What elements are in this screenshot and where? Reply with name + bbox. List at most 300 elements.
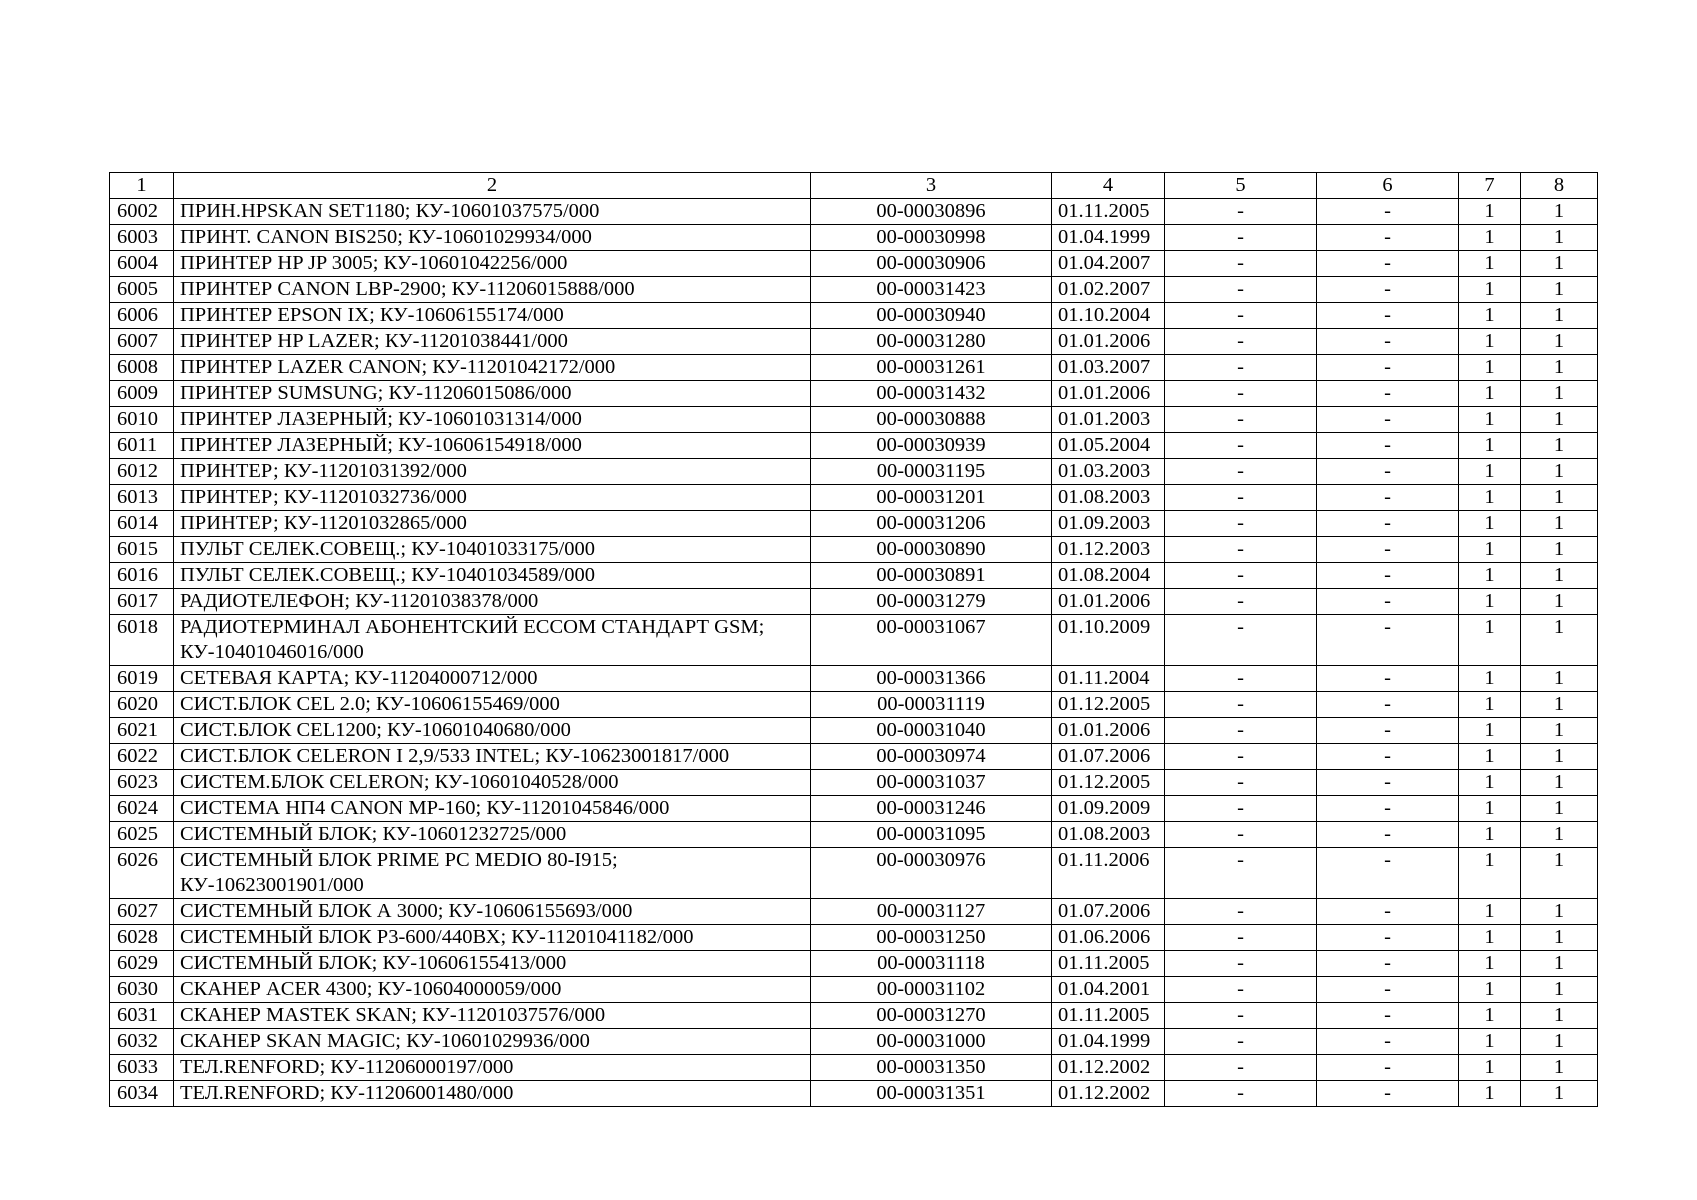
table-row <box>110 666 1598 692</box>
col8-value-cell: 1 <box>1521 329 1598 355</box>
col7-value-cell: 1 <box>1459 199 1521 225</box>
col7-value-cell: 1 <box>1459 770 1521 796</box>
inventory-number-cell: 00-00031261 <box>811 355 1052 381</box>
table-body <box>110 173 1598 1107</box>
row-number-cell: 6019 <box>110 666 174 692</box>
header-cell-8: 8 <box>1521 173 1598 199</box>
item-name-cell: ПРИНТЕР ЛАЗЕРНЫЙ; КУ-10606154918/000 <box>174 433 811 459</box>
col8-value-cell: 1 <box>1521 1081 1598 1107</box>
inventory-number-cell: 00-00030976 <box>811 848 1052 899</box>
col8-value-cell: 1 <box>1521 1055 1598 1081</box>
row-number-cell: 6025 <box>110 822 174 848</box>
item-name-cell: СИСТ.БЛОК CEL 2.0; КУ-10606155469/000 <box>174 692 811 718</box>
inventory-number-cell: 00-00030998 <box>811 225 1052 251</box>
col5-value-cell: - <box>1165 1081 1317 1107</box>
col6-value-cell: - <box>1317 355 1459 381</box>
item-name-cell: ПРИН.HPSKAN SET1180; КУ-10601037575/000 <box>174 199 811 225</box>
row-number-cell: 6005 <box>110 277 174 303</box>
header-cell-5: 5 <box>1165 173 1317 199</box>
col6-value-cell: - <box>1317 1003 1459 1029</box>
col7-value-cell: 1 <box>1459 822 1521 848</box>
table-row <box>110 277 1598 303</box>
col5-value-cell: - <box>1165 796 1317 822</box>
inventory-number-cell: 00-00031102 <box>811 977 1052 1003</box>
col5-value-cell: - <box>1165 1003 1317 1029</box>
row-number-cell: 6031 <box>110 1003 174 1029</box>
col5-value-cell: - <box>1165 977 1317 1003</box>
col6-value-cell: - <box>1317 563 1459 589</box>
col5-value-cell: - <box>1165 329 1317 355</box>
col5-value-cell: - <box>1165 1055 1317 1081</box>
table-row <box>110 925 1598 951</box>
item-name-cell: ПРИНТЕР EPSON IX; КУ-10606155174/000 <box>174 303 811 329</box>
table-row <box>110 692 1598 718</box>
date-cell: 01.12.2005 <box>1052 770 1165 796</box>
date-cell: 01.12.2003 <box>1052 537 1165 563</box>
inventory-number-cell: 00-00031195 <box>811 459 1052 485</box>
col6-value-cell: - <box>1317 951 1459 977</box>
date-cell: 01.03.2003 <box>1052 459 1165 485</box>
col7-value-cell: 1 <box>1459 225 1521 251</box>
row-number-cell: 6026 <box>110 848 174 899</box>
date-cell: 01.01.2006 <box>1052 718 1165 744</box>
row-number-cell: 6004 <box>110 251 174 277</box>
row-number-cell: 6023 <box>110 770 174 796</box>
col6-value-cell: - <box>1317 692 1459 718</box>
item-name-cell: ПРИНТЕР LAZER CANON; КУ-11201042172/000 <box>174 355 811 381</box>
date-cell: 01.04.2007 <box>1052 251 1165 277</box>
col5-value-cell: - <box>1165 485 1317 511</box>
date-cell: 01.09.2009 <box>1052 796 1165 822</box>
table-row <box>110 381 1598 407</box>
col6-value-cell: - <box>1317 199 1459 225</box>
header-cell-7: 7 <box>1459 173 1521 199</box>
table-row <box>110 1081 1598 1107</box>
row-number-cell: 6030 <box>110 977 174 1003</box>
col8-value-cell: 1 <box>1521 381 1598 407</box>
inventory-number-cell: 00-00031127 <box>811 899 1052 925</box>
date-cell: 01.04.2001 <box>1052 977 1165 1003</box>
col8-value-cell: 1 <box>1521 563 1598 589</box>
table-row <box>110 615 1598 666</box>
item-name-cell: СИСТЕМНЫЙ БЛОК; КУ-10606155413/000 <box>174 951 811 977</box>
row-number-cell: 6016 <box>110 563 174 589</box>
date-cell: 01.01.2006 <box>1052 381 1165 407</box>
col6-value-cell: - <box>1317 459 1459 485</box>
inventory-number-cell: 00-00031201 <box>811 485 1052 511</box>
col7-value-cell: 1 <box>1459 1081 1521 1107</box>
col8-value-cell: 1 <box>1521 407 1598 433</box>
row-number-cell: 6014 <box>110 511 174 537</box>
table-row <box>110 951 1598 977</box>
date-cell: 01.08.2003 <box>1052 485 1165 511</box>
col5-value-cell: - <box>1165 381 1317 407</box>
col7-value-cell: 1 <box>1459 277 1521 303</box>
col8-value-cell: 1 <box>1521 692 1598 718</box>
row-number-cell: 6033 <box>110 1055 174 1081</box>
col8-value-cell: 1 <box>1521 433 1598 459</box>
col7-value-cell: 1 <box>1459 692 1521 718</box>
col7-value-cell: 1 <box>1459 485 1521 511</box>
date-cell: 01.11.2004 <box>1052 666 1165 692</box>
col5-value-cell: - <box>1165 899 1317 925</box>
col5-value-cell: - <box>1165 692 1317 718</box>
col5-value-cell: - <box>1165 251 1317 277</box>
item-name-cell: ПУЛЬТ СЕЛЕК.СОВЕЩ.; КУ-10401034589/000 <box>174 563 811 589</box>
row-number-cell: 6011 <box>110 433 174 459</box>
inventory-number-cell: 00-00031040 <box>811 718 1052 744</box>
row-number-cell: 6003 <box>110 225 174 251</box>
inventory-number-cell: 00-00031206 <box>811 511 1052 537</box>
col5-value-cell: - <box>1165 615 1317 666</box>
table-row <box>110 433 1598 459</box>
date-cell: 01.03.2007 <box>1052 355 1165 381</box>
col6-value-cell: - <box>1317 744 1459 770</box>
row-number-cell: 6013 <box>110 485 174 511</box>
col8-value-cell: 1 <box>1521 459 1598 485</box>
date-cell: 01.07.2006 <box>1052 899 1165 925</box>
table-row <box>110 770 1598 796</box>
table-row <box>110 563 1598 589</box>
header-cell-1: 1 <box>110 173 174 199</box>
col6-value-cell: - <box>1317 303 1459 329</box>
item-name-cell: СИСТЕМА НП4 CANON MP-160; КУ-11201045846/000 <box>174 796 811 822</box>
date-cell: 01.11.2005 <box>1052 199 1165 225</box>
col6-value-cell: - <box>1317 485 1459 511</box>
date-cell: 01.11.2005 <box>1052 1003 1165 1029</box>
table-row <box>110 1029 1598 1055</box>
col8-value-cell: 1 <box>1521 1003 1598 1029</box>
table-row <box>110 251 1598 277</box>
date-cell: 01.11.2005 <box>1052 951 1165 977</box>
table-row <box>110 329 1598 355</box>
col5-value-cell: - <box>1165 511 1317 537</box>
col8-value-cell: 1 <box>1521 848 1598 899</box>
col6-value-cell: - <box>1317 848 1459 899</box>
date-cell: 01.07.2006 <box>1052 744 1165 770</box>
table-row <box>110 225 1598 251</box>
table-row <box>110 355 1598 381</box>
col5-value-cell: - <box>1165 951 1317 977</box>
col8-value-cell: 1 <box>1521 796 1598 822</box>
item-name-cell: СИСТЕМ.БЛОК CELERON; КУ-10601040528/000 <box>174 770 811 796</box>
inventory-number-cell: 00-00031095 <box>811 822 1052 848</box>
col7-value-cell: 1 <box>1459 329 1521 355</box>
inventory-number-cell: 00-00031351 <box>811 1081 1052 1107</box>
col8-value-cell: 1 <box>1521 951 1598 977</box>
col8-value-cell: 1 <box>1521 822 1598 848</box>
inventory-number-cell: 00-00031037 <box>811 770 1052 796</box>
col6-value-cell: - <box>1317 277 1459 303</box>
col7-value-cell: 1 <box>1459 615 1521 666</box>
col6-value-cell: - <box>1317 899 1459 925</box>
item-name-cell: ПРИНТЕР HP JP 3005; КУ-10601042256/000 <box>174 251 811 277</box>
table-row <box>110 1055 1598 1081</box>
col8-value-cell: 1 <box>1521 615 1598 666</box>
row-number-cell: 6029 <box>110 951 174 977</box>
item-name-cell: ТЕЛ.RENFORD; КУ-11206001480/000 <box>174 1081 811 1107</box>
item-name-cell: ПРИНТ. CANON BIS250; КУ-10601029934/000 <box>174 225 811 251</box>
table-row <box>110 407 1598 433</box>
table-row <box>110 977 1598 1003</box>
col8-value-cell: 1 <box>1521 977 1598 1003</box>
col5-value-cell: - <box>1165 1029 1317 1055</box>
row-number-cell: 6024 <box>110 796 174 822</box>
item-name-cell: ПРИНТЕР; КУ-11201031392/000 <box>174 459 811 485</box>
inventory-number-cell: 00-00031067 <box>811 615 1052 666</box>
col7-value-cell: 1 <box>1459 433 1521 459</box>
col8-value-cell: 1 <box>1521 225 1598 251</box>
col6-value-cell: - <box>1317 666 1459 692</box>
row-number-cell: 6006 <box>110 303 174 329</box>
row-number-cell: 6012 <box>110 459 174 485</box>
table-row <box>110 744 1598 770</box>
date-cell: 01.08.2003 <box>1052 822 1165 848</box>
item-name-cell: ПРИНТЕР CANON LBP-2900; КУ-11206015888/000 <box>174 277 811 303</box>
item-name-cell: СКАНЕР SKAN MAGIC; КУ-10601029936/000 <box>174 1029 811 1055</box>
col5-value-cell: - <box>1165 848 1317 899</box>
col5-value-cell: - <box>1165 770 1317 796</box>
date-cell: 01.08.2004 <box>1052 563 1165 589</box>
header-cell-4: 4 <box>1052 173 1165 199</box>
item-name-cell: ПРИНТЕР SUMSUNG; КУ-11206015086/000 <box>174 381 811 407</box>
item-name-cell: РАДИОТЕРМИНАЛ АБОНЕНТСКИЙ ЕССОМ СТАНДАРТ GSM; КУ-10401046016/000 <box>174 615 811 666</box>
date-cell: 01.01.2006 <box>1052 329 1165 355</box>
col7-value-cell: 1 <box>1459 718 1521 744</box>
date-cell: 01.01.2003 <box>1052 407 1165 433</box>
col7-value-cell: 1 <box>1459 251 1521 277</box>
item-name-cell: ПРИНТЕР; КУ-11201032736/000 <box>174 485 811 511</box>
table-row <box>110 303 1598 329</box>
col6-value-cell: - <box>1317 822 1459 848</box>
col8-value-cell: 1 <box>1521 1029 1598 1055</box>
date-cell: 01.10.2004 <box>1052 303 1165 329</box>
item-name-cell: СИСТЕМНЫЙ БЛОК Р3-600/440ВХ; КУ-11201041182/000 <box>174 925 811 951</box>
row-number-cell: 6032 <box>110 1029 174 1055</box>
inventory-number-cell: 00-00031280 <box>811 329 1052 355</box>
col5-value-cell: - <box>1165 277 1317 303</box>
item-name-cell: ТЕЛ.RENFORD; КУ-11206000197/000 <box>174 1055 811 1081</box>
col6-value-cell: - <box>1317 511 1459 537</box>
col6-value-cell: - <box>1317 225 1459 251</box>
col7-value-cell: 1 <box>1459 1003 1521 1029</box>
col8-value-cell: 1 <box>1521 511 1598 537</box>
row-number-cell: 6028 <box>110 925 174 951</box>
inventory-number-cell: 00-00030940 <box>811 303 1052 329</box>
col5-value-cell: - <box>1165 537 1317 563</box>
row-number-cell: 6027 <box>110 899 174 925</box>
col6-value-cell: - <box>1317 1055 1459 1081</box>
row-number-cell: 6008 <box>110 355 174 381</box>
col8-value-cell: 1 <box>1521 899 1598 925</box>
row-number-cell: 6010 <box>110 407 174 433</box>
item-name-cell: СИСТЕМНЫЙ БЛОК; КУ-10601232725/000 <box>174 822 811 848</box>
col7-value-cell: 1 <box>1459 1029 1521 1055</box>
col5-value-cell: - <box>1165 563 1317 589</box>
item-name-cell: СЕТЕВАЯ КАРТА; КУ-11204000712/000 <box>174 666 811 692</box>
item-name-cell: СКАНЕР MASTEK SKAN; КУ-11201037576/000 <box>174 1003 811 1029</box>
col6-value-cell: - <box>1317 433 1459 459</box>
header-cell-2: 2 <box>174 173 811 199</box>
col7-value-cell: 1 <box>1459 407 1521 433</box>
col7-value-cell: 1 <box>1459 381 1521 407</box>
col5-value-cell: - <box>1165 355 1317 381</box>
col8-value-cell: 1 <box>1521 589 1598 615</box>
col7-value-cell: 1 <box>1459 303 1521 329</box>
col8-value-cell: 1 <box>1521 744 1598 770</box>
col5-value-cell: - <box>1165 459 1317 485</box>
col7-value-cell: 1 <box>1459 951 1521 977</box>
date-cell: 01.09.2003 <box>1052 511 1165 537</box>
inventory-number-cell: 00-00031119 <box>811 692 1052 718</box>
row-number-cell: 6015 <box>110 537 174 563</box>
header-cell-3: 3 <box>811 173 1052 199</box>
inventory-number-cell: 00-00030896 <box>811 199 1052 225</box>
inventory-number-cell: 00-00030906 <box>811 251 1052 277</box>
inventory-number-cell: 00-00031000 <box>811 1029 1052 1055</box>
item-name-cell: ПУЛЬТ СЕЛЕК.СОВЕЩ.; КУ-10401033175/000 <box>174 537 811 563</box>
inventory-number-cell: 00-00031270 <box>811 1003 1052 1029</box>
date-cell: 01.02.2007 <box>1052 277 1165 303</box>
row-number-cell: 6022 <box>110 744 174 770</box>
col7-value-cell: 1 <box>1459 563 1521 589</box>
item-name-cell: СИСТ.БЛОК CELERON I 2,9/533 INTEL; КУ-10623001817/000 <box>174 744 811 770</box>
col8-value-cell: 1 <box>1521 925 1598 951</box>
date-cell: 01.10.2009 <box>1052 615 1165 666</box>
col8-value-cell: 1 <box>1521 770 1598 796</box>
item-name-cell: ПРИНТЕР HP LAZER; КУ-11201038441/000 <box>174 329 811 355</box>
table-row <box>110 899 1598 925</box>
inventory-number-cell: 00-00031432 <box>811 381 1052 407</box>
table-row <box>110 718 1598 744</box>
col5-value-cell: - <box>1165 303 1317 329</box>
col7-value-cell: 1 <box>1459 925 1521 951</box>
header-row <box>110 173 1598 199</box>
col5-value-cell: - <box>1165 433 1317 459</box>
row-number-cell: 6002 <box>110 199 174 225</box>
col7-value-cell: 1 <box>1459 977 1521 1003</box>
col7-value-cell: 1 <box>1459 1055 1521 1081</box>
row-number-cell: 6021 <box>110 718 174 744</box>
col7-value-cell: 1 <box>1459 848 1521 899</box>
col6-value-cell: - <box>1317 381 1459 407</box>
col8-value-cell: 1 <box>1521 303 1598 329</box>
col8-value-cell: 1 <box>1521 251 1598 277</box>
inventory-number-cell: 00-00031423 <box>811 277 1052 303</box>
col8-value-cell: 1 <box>1521 666 1598 692</box>
table-row <box>110 822 1598 848</box>
col8-value-cell: 1 <box>1521 277 1598 303</box>
col7-value-cell: 1 <box>1459 355 1521 381</box>
inventory-number-cell: 00-00031279 <box>811 589 1052 615</box>
item-name-cell: РАДИОТЕЛЕФОН; КУ-11201038378/000 <box>174 589 811 615</box>
item-name-cell: СИСТЕМНЫЙ БЛОК PRIME PC MEDIO 80-I915; КУ-10623001901/000 <box>174 848 811 899</box>
date-cell: 01.01.2006 <box>1052 589 1165 615</box>
table-row <box>110 796 1598 822</box>
inventory-number-cell: 00-00030891 <box>811 563 1052 589</box>
table-row <box>110 485 1598 511</box>
table-row <box>110 459 1598 485</box>
inventory-number-cell: 00-00031350 <box>811 1055 1052 1081</box>
col7-value-cell: 1 <box>1459 796 1521 822</box>
col5-value-cell: - <box>1165 744 1317 770</box>
date-cell: 01.12.2005 <box>1052 692 1165 718</box>
col8-value-cell: 1 <box>1521 199 1598 225</box>
col8-value-cell: 1 <box>1521 355 1598 381</box>
row-number-cell: 6034 <box>110 1081 174 1107</box>
col7-value-cell: 1 <box>1459 666 1521 692</box>
item-name-cell: СИСТ.БЛОК CEL1200; КУ-10601040680/000 <box>174 718 811 744</box>
col7-value-cell: 1 <box>1459 744 1521 770</box>
header-cell-6: 6 <box>1317 173 1459 199</box>
inventory-number-cell: 00-00030888 <box>811 407 1052 433</box>
date-cell: 01.12.2002 <box>1052 1081 1165 1107</box>
col5-value-cell: - <box>1165 589 1317 615</box>
row-number-cell: 6020 <box>110 692 174 718</box>
col5-value-cell: - <box>1165 199 1317 225</box>
col5-value-cell: - <box>1165 925 1317 951</box>
col6-value-cell: - <box>1317 407 1459 433</box>
col6-value-cell: - <box>1317 977 1459 1003</box>
inventory-number-cell: 00-00031246 <box>811 796 1052 822</box>
date-cell: 01.05.2004 <box>1052 433 1165 459</box>
item-name-cell: СИСТЕМНЫЙ БЛОК А 3000; КУ-10606155693/000 <box>174 899 811 925</box>
col6-value-cell: - <box>1317 770 1459 796</box>
col6-value-cell: - <box>1317 796 1459 822</box>
col6-value-cell: - <box>1317 329 1459 355</box>
item-name-cell: ПРИНТЕР; КУ-11201032865/000 <box>174 511 811 537</box>
item-name-cell: СКАНЕР ACER 4300; КУ-10604000059/000 <box>174 977 811 1003</box>
table-row <box>110 848 1598 899</box>
col7-value-cell: 1 <box>1459 589 1521 615</box>
col7-value-cell: 1 <box>1459 459 1521 485</box>
inventory-number-cell: 00-00031250 <box>811 925 1052 951</box>
row-number-cell: 6009 <box>110 381 174 407</box>
col6-value-cell: - <box>1317 537 1459 563</box>
date-cell: 01.12.2002 <box>1052 1055 1165 1081</box>
row-number-cell: 6007 <box>110 329 174 355</box>
inventory-number-cell: 00-00031118 <box>811 951 1052 977</box>
item-name-cell: ПРИНТЕР ЛАЗЕРНЫЙ; КУ-10601031314/000 <box>174 407 811 433</box>
inventory-number-cell: 00-00030939 <box>811 433 1052 459</box>
col6-value-cell: - <box>1317 1081 1459 1107</box>
col7-value-cell: 1 <box>1459 511 1521 537</box>
inventory-number-cell: 00-00030890 <box>811 537 1052 563</box>
table-row <box>110 537 1598 563</box>
col8-value-cell: 1 <box>1521 485 1598 511</box>
col6-value-cell: - <box>1317 925 1459 951</box>
col5-value-cell: - <box>1165 407 1317 433</box>
table-row <box>110 199 1598 225</box>
inventory-table <box>109 172 1598 1107</box>
col6-value-cell: - <box>1317 718 1459 744</box>
col6-value-cell: - <box>1317 1029 1459 1055</box>
row-number-cell: 6017 <box>110 589 174 615</box>
date-cell: 01.04.1999 <box>1052 225 1165 251</box>
col6-value-cell: - <box>1317 615 1459 666</box>
col8-value-cell: 1 <box>1521 718 1598 744</box>
col7-value-cell: 1 <box>1459 899 1521 925</box>
date-cell: 01.06.2006 <box>1052 925 1165 951</box>
col7-value-cell: 1 <box>1459 537 1521 563</box>
col8-value-cell: 1 <box>1521 537 1598 563</box>
date-cell: 01.11.2006 <box>1052 848 1165 899</box>
col5-value-cell: - <box>1165 225 1317 251</box>
inventory-number-cell: 00-00030974 <box>811 744 1052 770</box>
col5-value-cell: - <box>1165 666 1317 692</box>
table-row <box>110 1003 1598 1029</box>
table-row <box>110 589 1598 615</box>
